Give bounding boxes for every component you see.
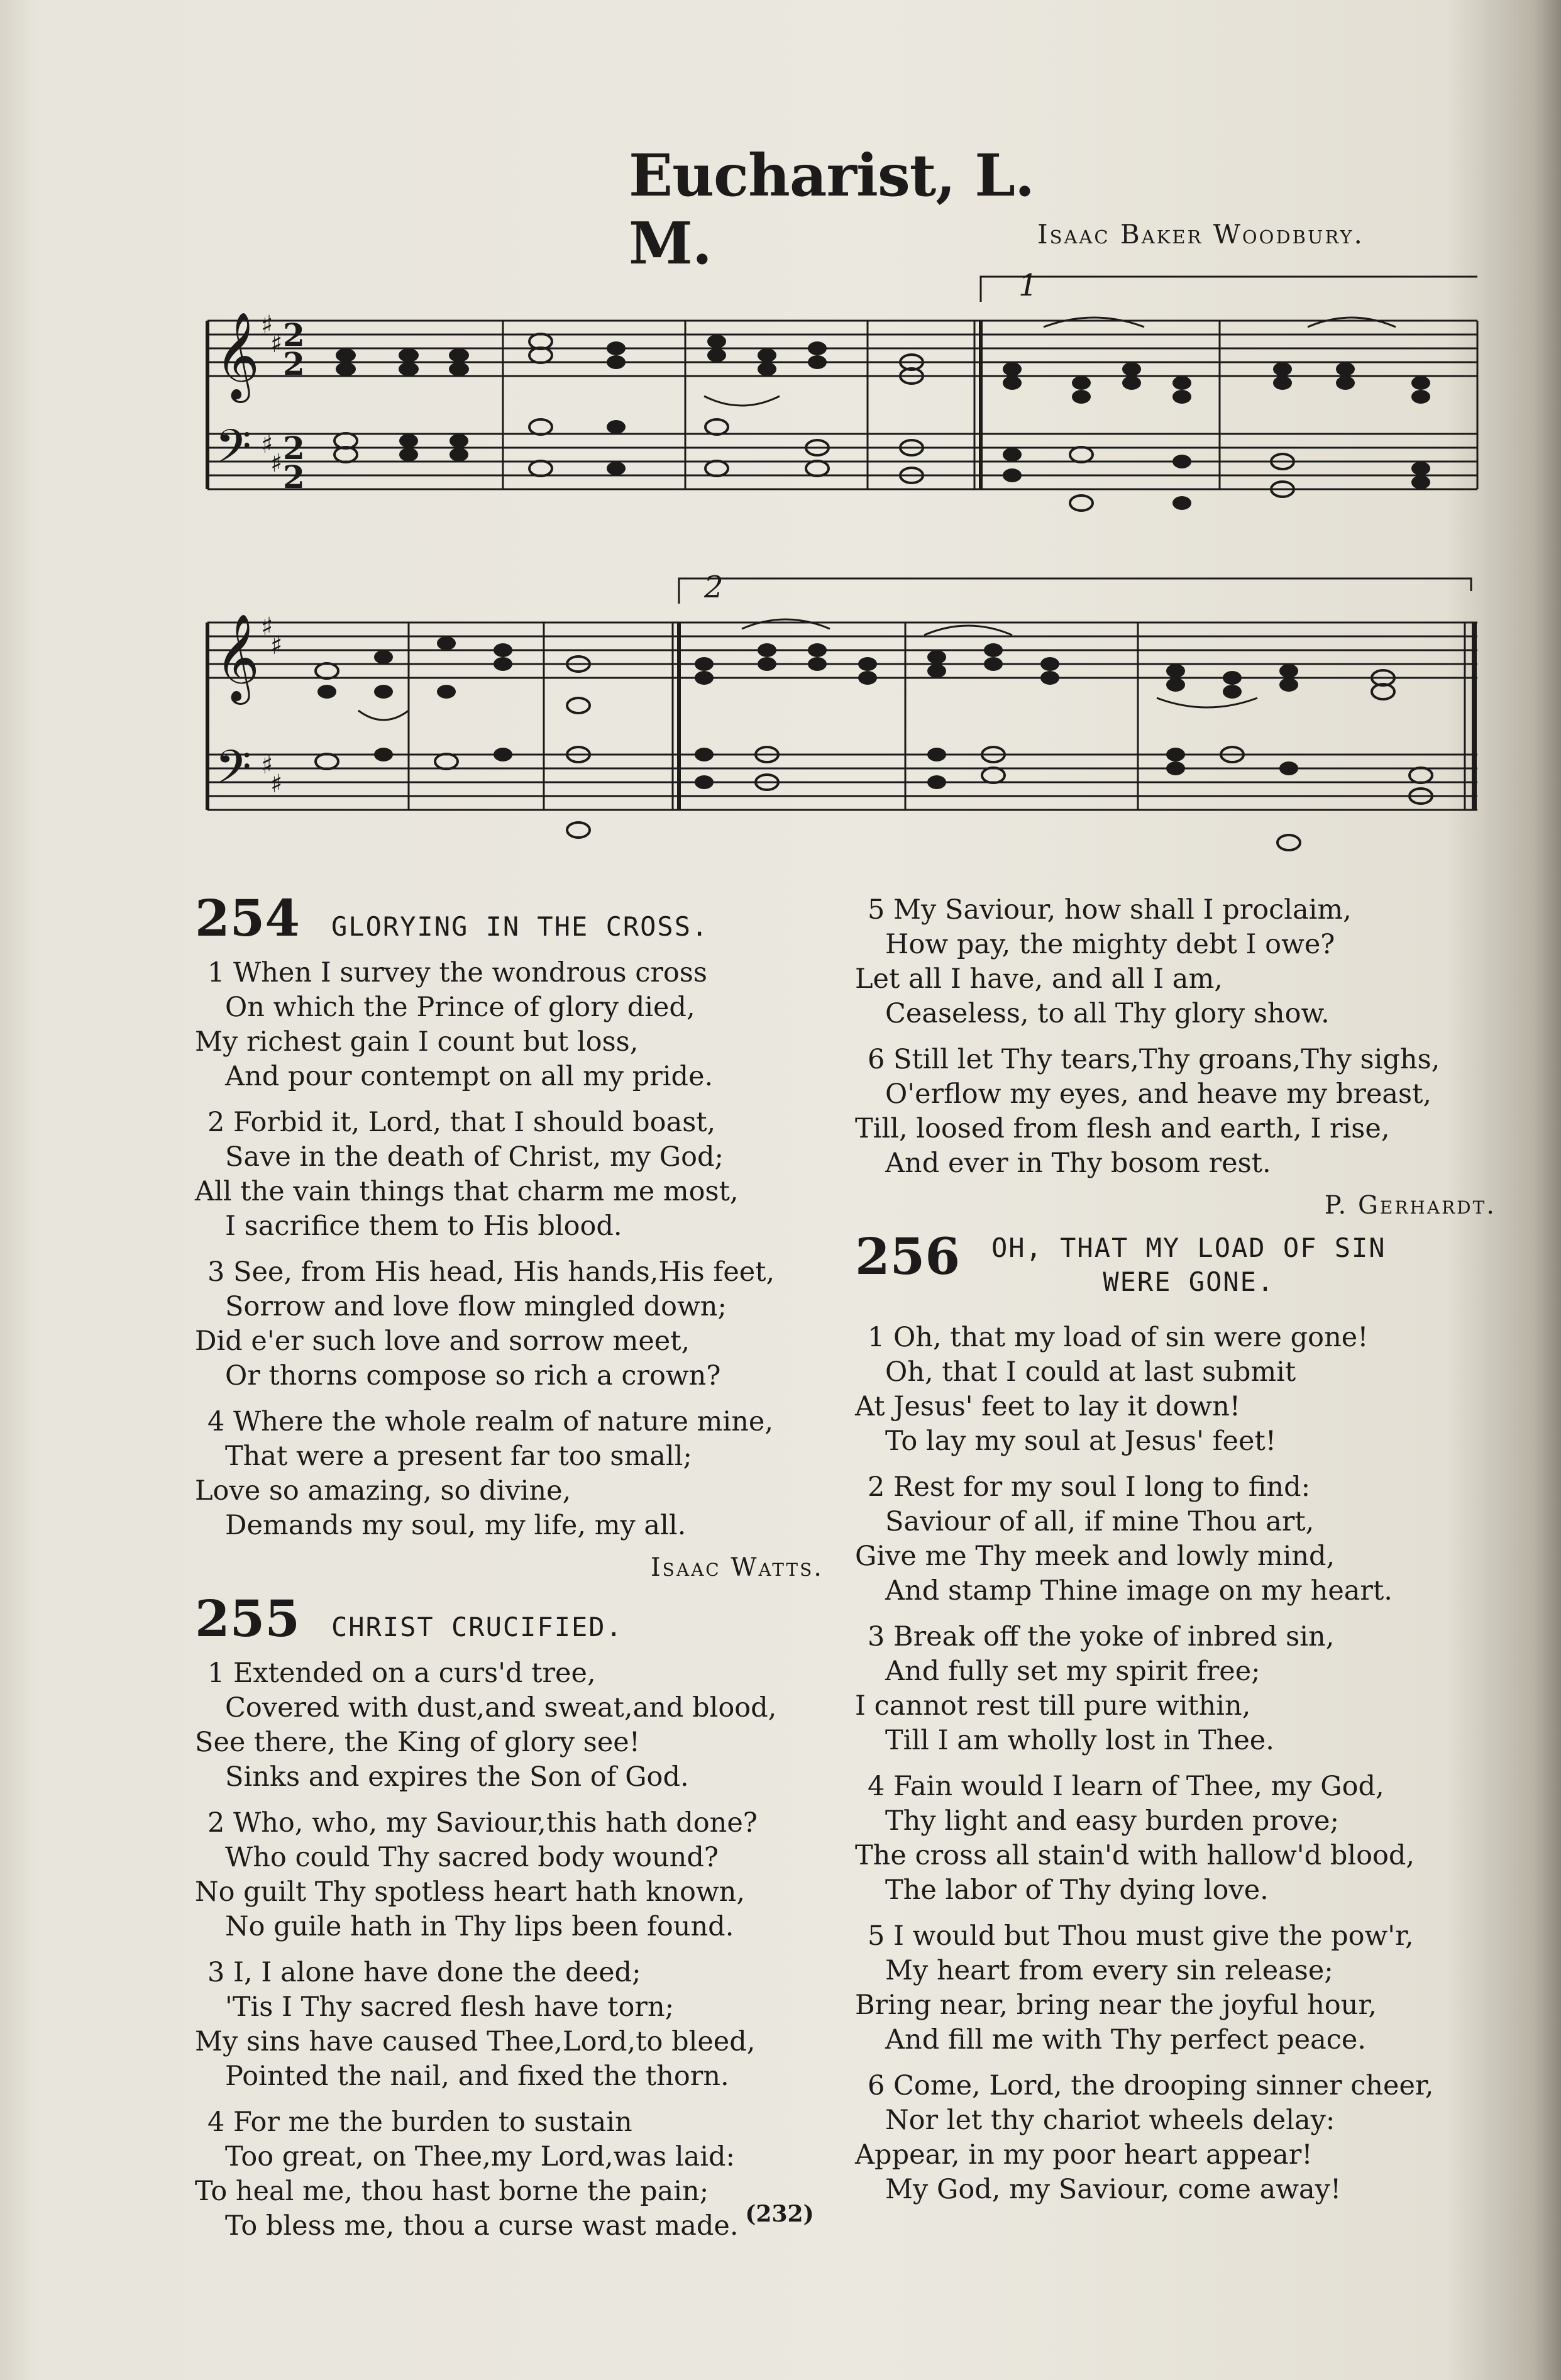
verse-line: No guile hath in Thy lips been found. <box>225 1911 734 1942</box>
hymn-verse <box>855 1620 1496 1758</box>
verse-line: 1 Extended on a curs'd tree, <box>207 1658 596 1689</box>
hymn-number: 256 <box>855 1227 960 1286</box>
svg-text:𝄞: 𝄞 <box>215 614 260 701</box>
verse-line: Covered with dust,and sweat,and blood, <box>225 1692 777 1724</box>
hymn-verse <box>855 1470 1496 1608</box>
verse-line: At Jesus' feet to lay it down! <box>855 1391 1241 1422</box>
verse-line: Too great, on Thee,my Lord,was laid: <box>225 2141 736 2172</box>
verse-line: Nor let thy chariot wheels delay: <box>885 2105 1335 2136</box>
hymn-verse <box>855 1769 1496 1908</box>
tune-title: Eucharist, L. M. <box>629 141 1035 277</box>
svg-text:2: 2 <box>283 429 305 467</box>
verse-line: To heal me, thou hast borne the pain; <box>195 2176 709 2207</box>
verse-line: 2 Rest for my soul I long to find: <box>868 1471 1311 1503</box>
verse-line: Thy light and easy burden prove; <box>885 1805 1339 1837</box>
hymn-verse <box>195 1806 824 1944</box>
svg-text:♯: ♯ <box>270 770 283 799</box>
hymn-title-line: WERE GONE. <box>1103 1266 1275 1297</box>
verse-line: Bring near, bring near the joyful hour, <box>855 1990 1377 2021</box>
hymn-verse <box>195 1105 824 1244</box>
page-number: (232) <box>745 2201 814 2227</box>
music-score-2 <box>201 566 1484 893</box>
verse-line: Or thorns compose so rich a crown? <box>225 1360 721 1392</box>
verse-line: 2 Forbid it, Lord, that I should boast, <box>207 1107 716 1138</box>
svg-text:2: 2 <box>283 316 305 353</box>
hymn-title <box>991 1231 1386 1299</box>
hymn-verse <box>195 1405 824 1543</box>
music-system-2 <box>201 566 1484 893</box>
svg-text:𝄢: 𝄢 <box>215 740 251 806</box>
verse-line: Saviour of all, if mine Thou art, <box>885 1506 1315 1537</box>
verse-line: I cannot rest till pure within, <box>855 1690 1251 1722</box>
verse-line: 1 Oh, that my load of sin were gone! <box>868 1322 1369 1353</box>
verse-line: 'Tis I Thy sacred flesh have torn; <box>225 1991 675 2023</box>
verse-line: How pay, the mighty debt I owe? <box>885 929 1335 960</box>
hymn-author: Isaac Watts. <box>650 1553 824 1582</box>
hymn-author: P. Gerhardt. <box>1324 1191 1496 1220</box>
verse-line: 4 Where the whole realm of nature mine, <box>207 1406 773 1437</box>
verse-line: Demands my soul, my life, my all. <box>225 1510 687 1541</box>
right-column <box>855 893 1496 2218</box>
verse-line: And fill me with Thy perfect peace. <box>885 2024 1366 2056</box>
hymn-verse <box>195 956 824 1094</box>
hymn-verse <box>855 1919 1496 2057</box>
hymn-verse <box>855 1320 1496 1459</box>
verse-line: I sacrifice them to His blood. <box>225 1210 622 1242</box>
verse-line: And fully set my spirit free; <box>885 1656 1260 1687</box>
verse-line: 5 My Saviour, how shall I proclaim, <box>868 894 1352 926</box>
hymn-title-line: OH, THAT MY LOAD OF SIN <box>991 1232 1386 1263</box>
verse-line: The cross all stain'd with hallow'd blood, <box>855 1840 1415 1871</box>
svg-text:♯: ♯ <box>261 612 273 641</box>
hymn-255 <box>195 1589 824 2244</box>
verse-line: 2 Who, who, my Saviour,this hath done? <box>207 1807 758 1839</box>
verse-line: Save in the death of Christ, my God; <box>225 1141 724 1173</box>
verse-line: No guilt Thy spotless heart hath known, <box>195 1876 746 1908</box>
hymn-256 <box>855 1227 1496 2207</box>
hymn-254 <box>195 888 824 1585</box>
ending-two-label: 2 <box>704 570 724 605</box>
verse-line: Who could Thy sacred body wound? <box>225 1842 719 1873</box>
left-column <box>195 888 824 2255</box>
verse-line: To bless me, thou a curse wast made. <box>225 2210 739 2242</box>
hymn-verse <box>195 1956 824 2094</box>
verse-line: To lay my soul at Jesus' feet! <box>885 1425 1277 1457</box>
music-score-1 <box>201 264 1484 591</box>
svg-text:♯: ♯ <box>270 329 283 358</box>
verse-line: 3 I, I alone have done the deed; <box>207 1957 641 1988</box>
verse-line: 3 See, from His head, His hands,His feet, <box>207 1256 775 1288</box>
verse-line: My heart from every sin release; <box>885 1955 1333 1986</box>
svg-text:♯: ♯ <box>261 751 273 780</box>
ending-one-label: 1 <box>1018 268 1038 303</box>
hymn-verse <box>855 893 1496 1031</box>
svg-text:2: 2 <box>283 345 305 382</box>
verse-line: And pour contempt on all my pride. <box>225 1061 714 1092</box>
verse-line: The labor of Thy dying love. <box>885 1874 1269 1906</box>
verse-line: 4 For me the burden to sustain <box>207 2106 632 2138</box>
hymn-title: GLORYING IN THE CROSS. <box>331 911 709 942</box>
verse-line: And ever in Thy bosom rest. <box>885 1148 1271 1179</box>
verse-line: O'erflow my eyes, and heave my breast, <box>885 1078 1432 1110</box>
svg-text:♯: ♯ <box>261 311 273 340</box>
hymn-verse <box>855 2069 1496 2207</box>
verse-line: Did e'er such love and sorrow meet, <box>195 1326 690 1357</box>
svg-text:♯: ♯ <box>270 449 283 478</box>
verse-line: Till I am wholly lost in Thee. <box>885 1725 1274 1756</box>
verse-line: My God, my Saviour, come away! <box>885 2174 1342 2205</box>
composer-credit: Isaac Baker Woodbury. <box>1037 219 1364 250</box>
hymn-verse <box>195 1656 824 1795</box>
verse-line: Appear, in my poor heart appear! <box>855 2139 1313 2171</box>
verse-line: 6 Still let Thy tears,Thy groans,Thy sighs, <box>868 1044 1440 1075</box>
svg-text:𝄞: 𝄞 <box>215 312 260 399</box>
svg-text:♯: ♯ <box>261 430 273 459</box>
music-system-1 <box>201 264 1484 591</box>
verse-line: Oh, that I could at last submit <box>885 1356 1296 1388</box>
verse-line: On which the Prince of glory died, <box>225 992 695 1023</box>
verse-line: Sorrow and love flow mingled down; <box>225 1291 727 1322</box>
verse-line: Love so amazing, so divine, <box>195 1475 571 1507</box>
verse-line: That were a present far too small; <box>225 1441 692 1472</box>
hymn-verse <box>855 1043 1496 1181</box>
hymn-verse <box>195 1255 824 1393</box>
hymn-number: 254 <box>195 888 300 948</box>
verse-line: My richest gain I count but loss, <box>195 1026 639 1058</box>
verse-line: Till, loosed from flesh and earth, I rise, <box>855 1113 1390 1144</box>
verse-line: And stamp Thine image on my heart. <box>885 1575 1393 1607</box>
verse-line: 4 Fain would I learn of Thee, my God, <box>868 1771 1384 1802</box>
verse-line: 5 I would but Thou must give the pow'r, <box>868 1920 1414 1952</box>
verse-line: My sins have caused Thee,Lord,to bleed, <box>195 2026 756 2057</box>
verse-line: 3 Break off the yoke of inbred sin, <box>868 1621 1335 1652</box>
verse-line: Let all I have, and all I am, <box>855 963 1223 995</box>
verse-line: 1 When I survey the wondrous cross <box>207 957 707 988</box>
svg-text:𝄢: 𝄢 <box>215 419 251 485</box>
verse-line: Ceaseless, to all Thy glory show. <box>885 998 1330 1029</box>
verse-line: Pointed the nail, and fixed the thorn. <box>225 2061 729 2092</box>
verse-line: All the vain things that charm me most, <box>195 1176 739 1207</box>
svg-text:2: 2 <box>283 458 305 495</box>
hymn-number: 255 <box>195 1589 300 1648</box>
verse-line: 6 Come, Lord, the drooping sinner cheer, <box>868 2070 1434 2101</box>
verse-line: See there, the King of glory see! <box>195 1727 641 1758</box>
hymn-title: CHRIST CRUCIFIED. <box>331 1612 623 1642</box>
verse-line: Sinks and expires the Son of God. <box>225 1761 689 1793</box>
verse-line: Give me Thy meek and lowly mind, <box>855 1541 1335 1572</box>
svg-text:♯: ♯ <box>270 631 283 660</box>
